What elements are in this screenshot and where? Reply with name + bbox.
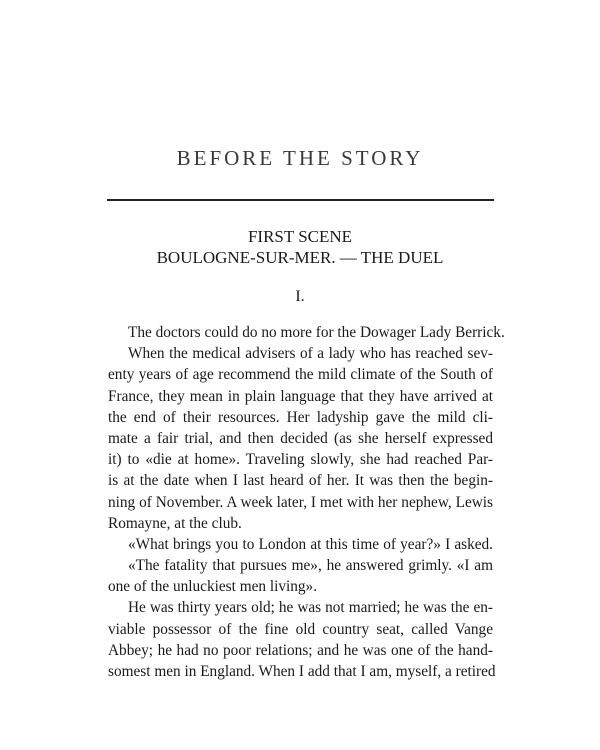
text-line: mate a fair trial, and then decided (as she herself expressed bbox=[108, 429, 493, 447]
text-line: The doctors could do no more for the Dowager Lady Berrick. bbox=[128, 324, 505, 341]
title-divider-rule bbox=[107, 199, 494, 201]
scene-heading-line-2: BOULOGNE-SUR-MER. — THE DUEL bbox=[156, 248, 444, 267]
text-line: it) to «die at home». Traveling slowly, she had reached Par- bbox=[108, 451, 493, 469]
scene-heading bbox=[0, 226, 600, 268]
text-line: «The fatality that pursues me», he answered grimly. «I am bbox=[128, 557, 493, 575]
text-line: Romayne, at the club. bbox=[108, 514, 242, 532]
text-line: viable possessor of the fine old country seat, called Vange bbox=[108, 620, 493, 638]
text-line: «What brings you to London at this time of year?» I asked. bbox=[128, 535, 493, 553]
text-line: enty years of age recommend the mild climate of the South of bbox=[108, 366, 493, 384]
part-title: BEFORE THE STORY bbox=[176, 146, 424, 170]
text-line: is at the date when I last heard of her. It was then the begin- bbox=[108, 472, 493, 490]
scene-heading-line-1: FIRST SCENE bbox=[247, 227, 353, 246]
text-line: He was thirty years old; he was not married; he was the en- bbox=[128, 599, 493, 617]
text-line: one of the unluckiest men living». bbox=[108, 578, 318, 596]
text-line: When the medical advisers of a lady who has reached sev- bbox=[128, 345, 493, 363]
text-line: somest men in England. When I add that I am, myself, a retired bbox=[108, 663, 496, 680]
text-line: Abbey; he had no poor relations; and he was one of the hand- bbox=[108, 641, 493, 659]
text-line: ning of November. A week later, I met with her nephew, Lewis bbox=[108, 493, 493, 511]
text-line: France, they mean in plain language that they have arrived at bbox=[108, 387, 493, 405]
text-line: the end of their resources. Her ladyship gave the mild cli- bbox=[108, 408, 493, 426]
chapter-number: I. bbox=[295, 288, 305, 305]
body-text bbox=[108, 322, 505, 682]
